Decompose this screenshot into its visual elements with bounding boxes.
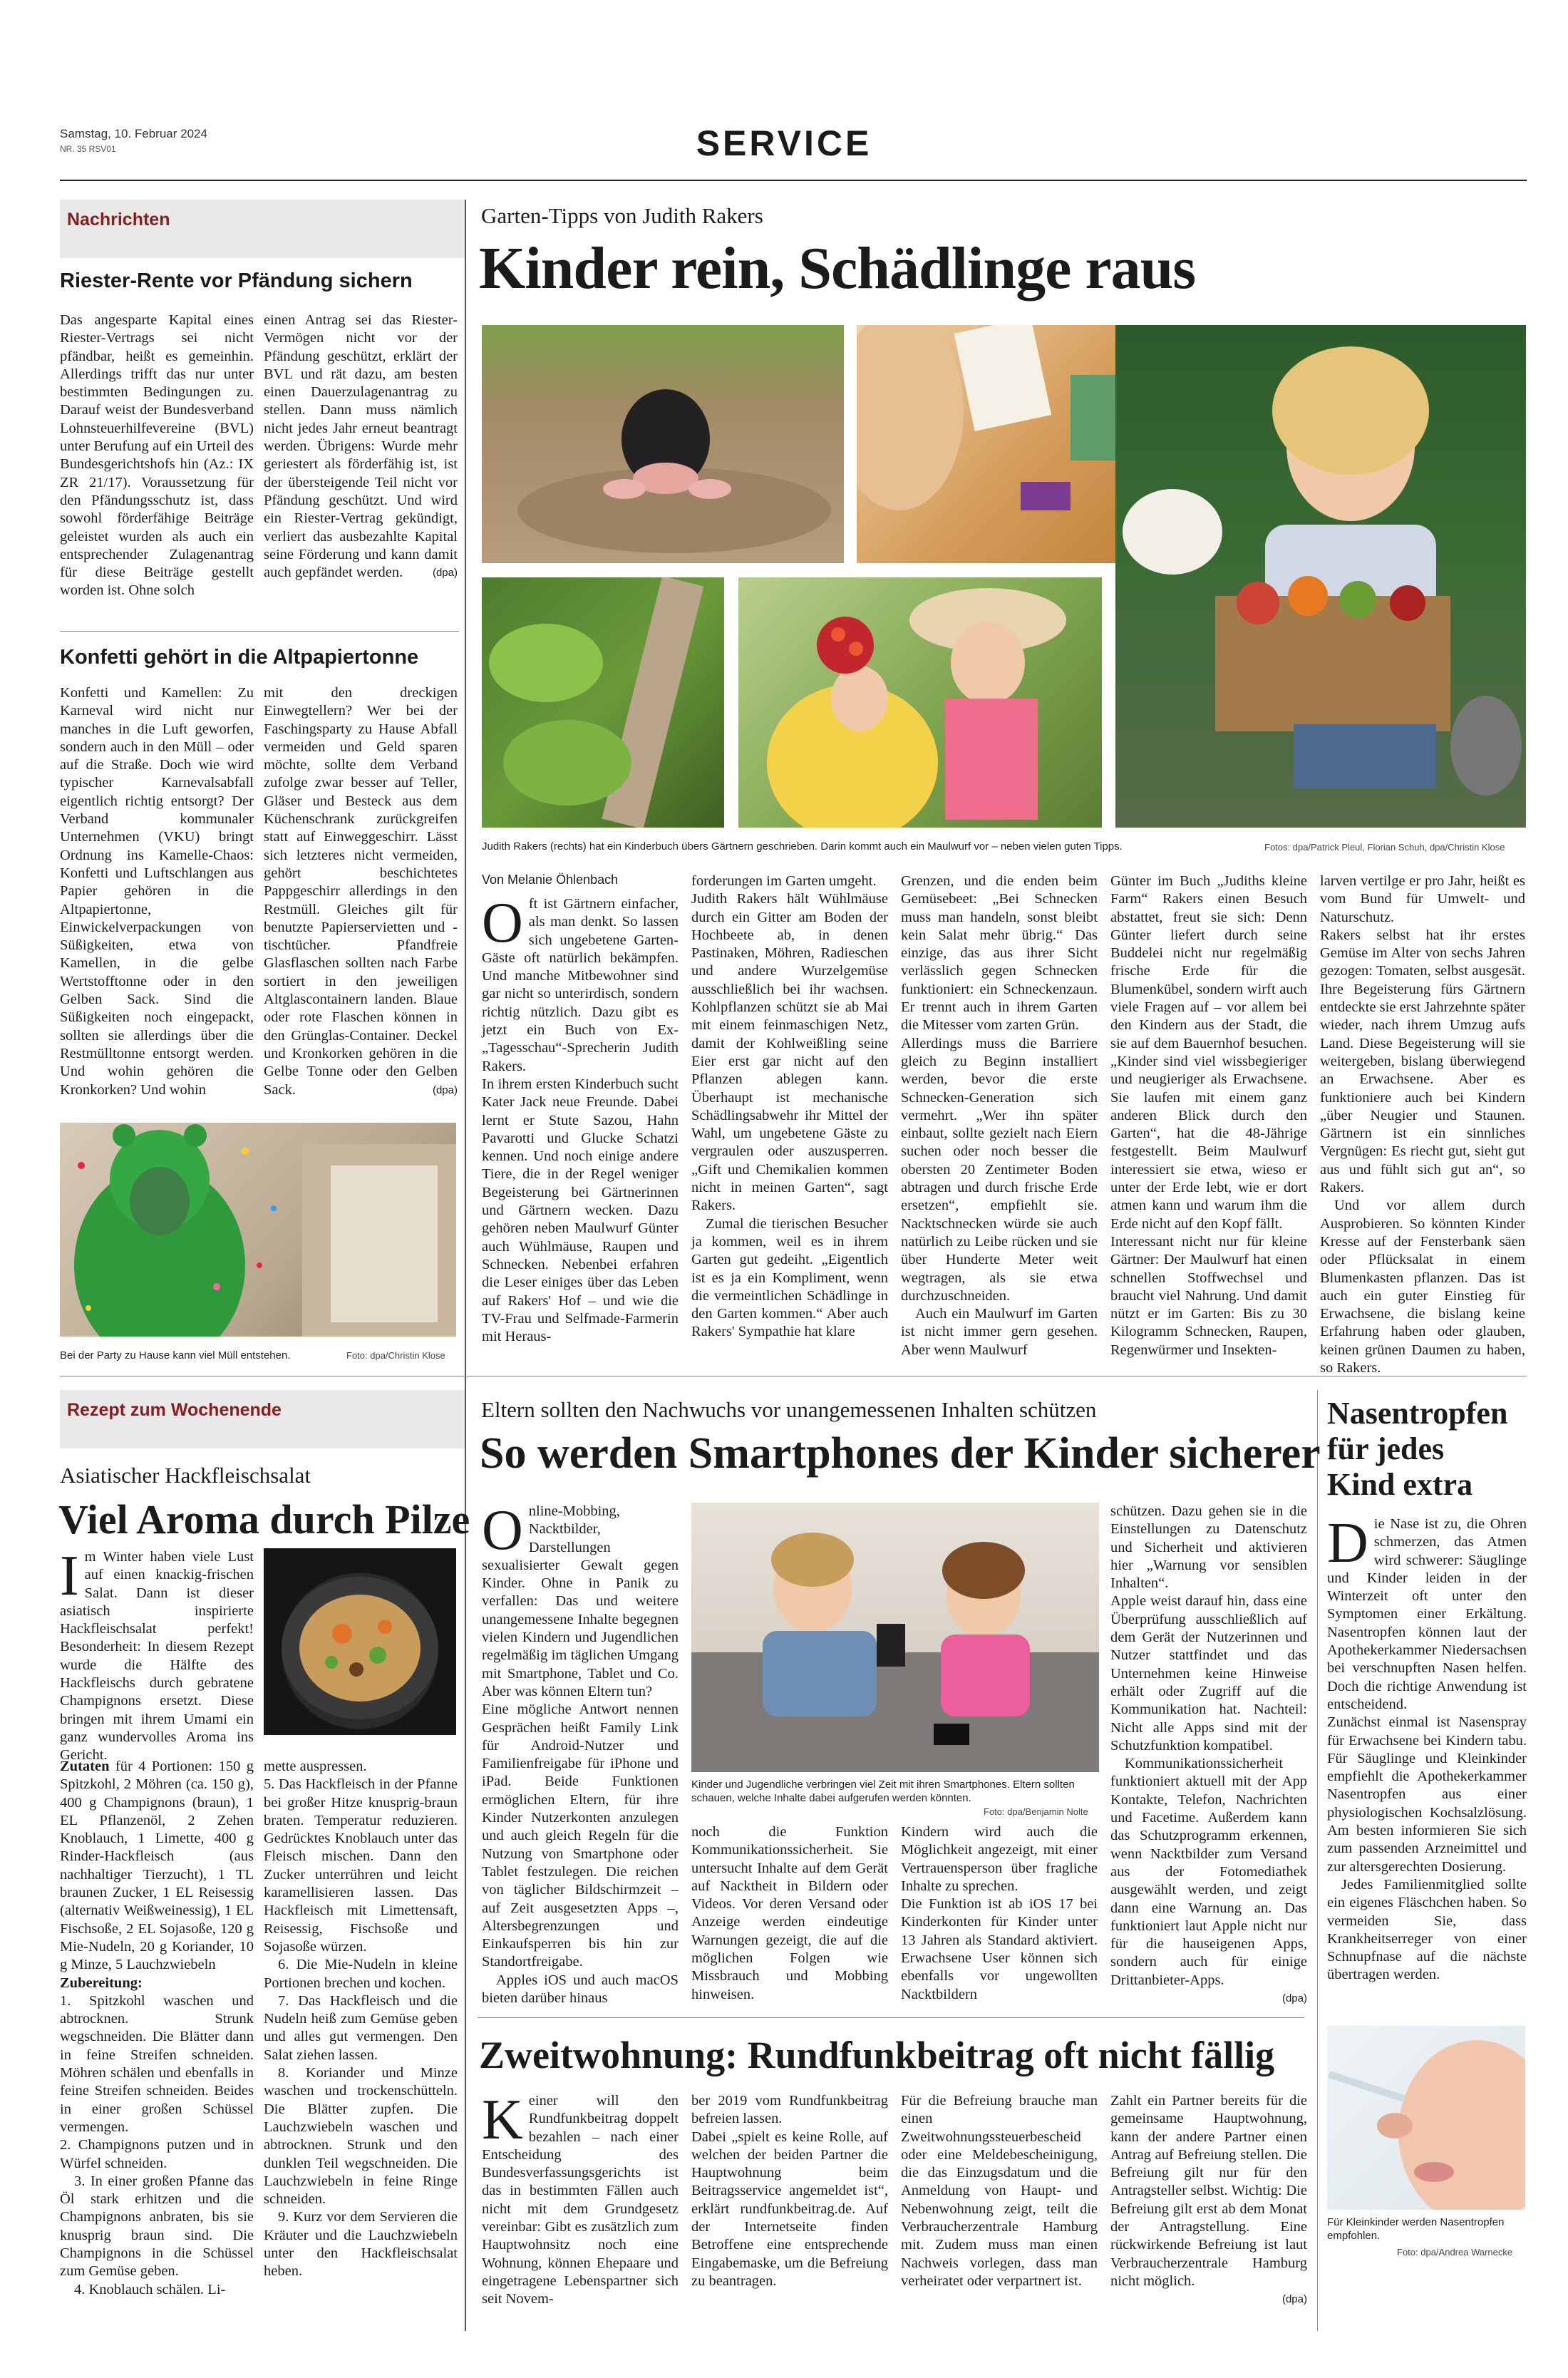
caption-party: Bei der Party zu Hause kann viel Müll entstehen. <box>60 1349 291 1362</box>
paragraph: Zahlt ein Partner bereits für die gemeinsame Hauptwohnung, kann der andere Partner einen Antrag auf Befreiung stellen. Die Befreiung gilt nur für den Antragsteller selbst. Wichtig: Die Befreiung gilt erst ab dem Monat der Antragstellung. Eine rückwirkende Befreiung ist laut Verbraucherzentrale Hamburg nicht möglich. <box>1110 2093 1307 2289</box>
article-konfetti-col2 <box>264 684 458 1099</box>
recipe-steps-col2-text <box>264 1758 458 2281</box>
drop-cap: O <box>482 892 523 954</box>
article-phone-col3-text <box>901 1823 1098 2004</box>
paragraph: schützen. Dazu gehen sie in die Einstellungen zu Datenschutz und Sicherheit und aktivieren hier „Warnung vor sensiblen Inhalten“. <box>1110 1503 1307 1592</box>
ingredients-label: Zutaten <box>60 1759 110 1774</box>
paragraph: 9. Kurz vor dem Servieren die Kräuter und die Lauchzwiebeln unter den Hackfleischsalat heben. <box>264 2209 458 2280</box>
article-nose-text <box>1327 1512 1527 1985</box>
article-garden-col2 <box>691 873 888 1342</box>
recipe-intro-text: m Winter haben viele Lust auf einen knackig-frischen Salat. Dann ist dieser asiatisch inspirierte Hackfleischsalat perfekt! Besonderheit: In diesem Rezept wurde die Hälfte des Hackfleischs durch gebratene Champignons ersetzt. Diese bringen mit ihrem Umami ein ganz wundervolles Aroma ins Gericht. <box>60 1549 254 1764</box>
photo-raised-bed <box>482 577 724 828</box>
paragraph: 8. Koriander und Minze waschen und trockenschütteln. Die Blätter zupfen. Die Lauchzwiebeln waschen und abtrocknen. Strunk und den dunklen Teil wegschneiden. Die Lauchzwiebeln in feine Ringe schneiden. <box>264 2065 458 2208</box>
headline-riester: Riester-Rente vor Pfändung sichern <box>60 269 413 292</box>
paragraph: Grenzen, und die enden beim Gemüsebeet: „Bei Schnecken muss man handeln, sonst bleibt kein Salat mehr übrig.“ Das einzige, das aus ihrer Sicht verlässlich gegen Schnecken funktioniert: ein Schneckenzaun. Er trennt auch in ihrem Garten die Mitesser vom zarten Grün. <box>901 873 1098 1034</box>
ressort-recipe: Rezept zum Wochenende <box>60 1390 465 1448</box>
headline-garden: Kinder rein, Schädlinge raus <box>479 235 1196 302</box>
paragraph: Auch ein Maulwurf im Garten ist nicht immer gern gesehen. Aber wenn Maulwurf <box>901 1306 1098 1358</box>
article-riester-col1: Das angesparte Kapital eines Riester-Vertrags sei nicht pfändbar, heißt es gemeinhin. Allerdings trifft das nur unter bestimmten Bedingungen zu. Darauf weist der Bundesverband Lohnsteuerhilfevereine (BVL) unter Berufung auf ein Urteil des Bundesgerichtshofs hin (Az.: IX ZR 21/17). Voraussetzung für den Pfändungsschutz ist, dass sowohl förderfähige Beiträge geleistet wurden als auch ein entsprechender Zulagenantrag für diese Beiträge gestellt worden ist. Ohne solch <box>60 312 254 599</box>
paragraph: ie Nase ist zu, die Ohren schmerzen, das Atmen wird schwerer: Säuglinge und Kinder leiden in der Winterzeit oft unter den Symptomen einer Erkältung. Nasentropfen können laut der Apothekerkammer Niedersachsen bei verschnupften Nasen helfen. Doch die richtige Anwendung ist entscheidend. <box>1327 1516 1527 1712</box>
article-radio-col1-text: einer will den Rundfunkbeitrag doppelt bezahlen – nach einer Entscheidung des Bundesverfassungsgerichts ist das in bestimmten Fällen auch nicht mit dem Grundgesetz vereinbar: Gibt es zusätzlich zum Hauptwohnsitz noch eine Wohnung, können Ehepaare und eingetragene Lebenspartner sich seit Novem- <box>482 2093 679 2307</box>
paragraph: Judith Rakers hält Wühlmäuse durch ein Gitter am Boden der Hochbeete ab, in denen Pastinaken, Möhren, Radieschen und andere Wurzelgemüse ausschließlich bei ihr wachsen. Kohlpflanzen schützt sie ab Mai mit einem feinmaschigen Netz, damit der Kohlweißling seine Eier erst gar nicht auf den Pflanzen ablegen kann. Überhaupt ist mechanische Schädlingsabwehr ihr Mittel der Wahl, um ungebetene Gäste zu vergraulen oder auszusperren. „Gift und Chemikalien kommen nicht in meinen Garten“, sagt Rakers. <box>691 891 888 1214</box>
paragraph: Rakers selbst hat ihr erstes Gemüse im Alter von sechs Jahren gezogen: Tomaten, selbst ausgesät. Ihre Begeisterung fürs Gärtnern entdeckte sie erst Jahrzehnte später wieder, nach ihrem Umzug aufs Land. Diese Begeisterung will sie weitergeben, bislang überwiegend an Erwachsene. Aber es funktioniere auch bei Kindern „über Neugier und Staunen. Gärtnern ist ein sinnliches Vergnügen: Es riecht gut, sieht gut aus und fühlt sich gut an“, so Rakers. <box>1320 927 1526 1196</box>
caption-phone: Kinder und Jugendliche verbringen viel Zeit mit ihren Smartphones. Eltern sollten schauen, welche Inhalte dabei aufgerufen werden könnten. <box>691 1779 1075 1804</box>
issue-date: Samstag, 10. Februar 2024 <box>60 127 207 140</box>
photo-mole <box>482 325 844 563</box>
article-phone-col4 <box>1110 1503 1307 2007</box>
paragraph: noch die Funktion Kommunikationssicherheit. Sie untersucht Inhalte auf dem Gerät auf Nacktheit in Bildern oder Videos. Vor deren Versand oder Anzeige werden eindeutige Warnungen gezeigt, die auf die möglichen Folgen wie Missbrauch und Mobbing hinweisen. <box>691 1824 888 2002</box>
recipe-steps-col1 <box>60 1992 254 2299</box>
section-divider <box>60 631 459 632</box>
paragraph: Apples iOS und auch macOS bieten darüber hinaus <box>482 1972 679 2007</box>
paragraph: Kindern wird auch die Möglichkeit angezeigt, mit einer Vertrauensperson über fragliche Inhalte zu sprechen. <box>901 1824 1098 1894</box>
ressort-news: Nachrichten <box>60 200 465 258</box>
masthead-rule <box>60 180 1527 181</box>
article-nose <box>1327 1512 1527 1985</box>
article-radio-col4 <box>1110 2092 1307 2309</box>
article-phone-col4-text <box>1110 1503 1307 1990</box>
article-radio-col3-text <box>901 2092 1098 2290</box>
paragraph: In ihrem ersten Kinderbuch sucht Kater Jack neue Freunde. Dabei lernt er Stute Sazou, Hahn Pavarotti und Glucke Schatzi kennen. Und noch einige andere Tiere, die in der Regel weniger Begeisterung bei Gärtnerinnen und Gärtnern wecken. Dazu gehören neben Maulwurf Günter auch Wühlmäuse, Raupen und Schnecken. Nebenbei erfahren die Leser einiges über das Leben auf Rakers' Hof – und wie die TV-Frau und Selfmade-Farmerin mit Heraus- <box>482 1076 679 1345</box>
photo-salad-dish <box>264 1548 456 1735</box>
headline-nose-line3: Kind extra <box>1327 1467 1473 1502</box>
paragraph: 7. Das Hackfleisch und die Nudeln heiß zum Gemüse geben und alles gut vermengen. Den Salat ziehen lassen. <box>264 1992 458 2063</box>
preparation-label: Zubereitung: <box>60 1975 143 1991</box>
headline-recipe: Viel Aroma durch Pilze <box>58 1496 470 1543</box>
paragraph: Kommunikationssicherheit funktioniert aktuell mit der App Kontakte, Telefon, Nachrichten und Facetime. Außerdem kann das Schutzprogramm erkennen, wenn Nacktbilder zum Versand aus der Fotomediathek ausgewählt werden, und zeigt dann eine Warnung an. Das funktioniert laut Apple nicht nur für die hauseigenen Apps, sondern auch für einige Drittanbieter-Apps. <box>1110 1756 1307 1988</box>
drop-cap: D <box>1327 1512 1368 1575</box>
article-garden-col4 <box>1110 873 1307 1359</box>
paragraph: Zunächst einmal ist Nasenspray für Erwachsene bei Kindern tabu. Für Säuglinge und Kleinkinder empfiehlt die Apothekerkammer Nasentropfen aus einer physiologischen Kochsalzlösung. Am besten informieren Sie sich zum passenden Arzneimittel und zur altersgerechten Dosierung. <box>1327 1714 1527 1875</box>
article-phone-col2 <box>691 1823 888 2004</box>
article-konfetti-col1: Konfetti und Kamellen: Zu Karneval wird nicht nur manches in die Luft geworfen, sondern auch in den Müll – oder auf die Straße. Doch wie wird typischer Karnevalsabfall eigentlich richtig entsorgt? Der Verband kommunaler Unternehmen (VKU) bringt Ordnung ins Kamelle-Chaos: Konfetti und Luftschlangen aus Papier gehören in die Altpapiertonne, Einwickelverpackungen von Süßigkeiten, etwa von Kamellen, in die gelbe Wertstofftonne oder in den Gelben Sack. Sind die Süßigkeiten noch eingepackt, sollten sie allerdings über die Restmülltonne entsorgt werden. Und wohin gehören die Kronkorken? Und wohin <box>60 685 254 1098</box>
headline-konfetti: Konfetti gehört in die Altpapiertonne <box>60 646 419 669</box>
photo-children-smartphones <box>691 1503 1099 1772</box>
headline-nose <box>1327 1396 1527 1503</box>
paragraph: Apple weist darauf hin, dass eine Überprüfung ausschließlich auf dem Gerät der Nutzerinnen und Nutzer stattfindet und das Unternehmen keine Hinweise erhält oder Zugriff auf die Kommunikation hat. Nachteil: Nicht alle Apps sind mit der Schutzfunktion kompatibel. <box>1110 1593 1307 1754</box>
recipe-steps-col2 <box>264 1758 458 2281</box>
byline-dpa: (dpa) <box>432 1084 458 1096</box>
photo-child-drawing <box>857 325 1145 563</box>
photo-judith-rakers <box>1115 325 1526 828</box>
section-title: SERVICE <box>696 123 872 163</box>
paragraph: Für die Befreiung brauche man einen Zweitwohnungssteuerbescheid oder eine Meldebescheinigung, die das Einzugsdatum und die Anmeldung von Haupt- und Nebenwohnung zeigt, teilt die Verbraucherzentrale Hamburg mit. Zudem muss man einen Nachweis vorlegen, dass man verheiratet oder verpartnert ist. <box>901 2093 1098 2289</box>
photo-party-child <box>60 1123 456 1337</box>
paragraph: mette auspressen. <box>264 1759 367 1774</box>
paragraph: Dabei „spielt es keine Rolle, auf welchen der beiden Partner die Hauptwohnung beim Beitragsservice angemeldet ist“, erklärt rundfunkbeitrag.de. Auf der Internetseite finden Betroffene eine entsprechende Eingabemaske, um die Befreiung zu beantragen. <box>691 2129 888 2289</box>
article-garden-col5 <box>1320 873 1525 1377</box>
paragraph: forderungen im Garten umgeht. <box>691 873 877 889</box>
drop-cap: I <box>60 1545 79 1607</box>
section-divider <box>478 2017 1304 2018</box>
paragraph: larven vertilge er pro Jahr, heißt es vom Bund für Umwelt- und Naturschutz. <box>1320 873 1525 925</box>
ingredients-text: für 4 Portionen: 150 g Spitzkohl, 2 Möhren (ca. 150 g), 400 g Champignons (braun), 1 EL Pflanzenöl, 2 Zehen Knoblauch, 1 Limette, 400 g Rinder-Hackfleisch (aus nachhaltiger Tierzucht), 1 TL braunen Zucker, 1 EL Reisessig (alternativ Weißweinessig), 1 EL Fischsoße, 2 EL Sojasoße, 120 g Mie-Nudeln, 20 g Koriander, 10 g Minze, 5 Lauchzwiebeln <box>60 1759 254 1973</box>
column-divider <box>1317 1390 1318 2331</box>
article-radio-col4-text <box>1110 2092 1307 2290</box>
headline-radio: Zweitwohnung: Rundfunkbeitrag oft nicht fällig <box>479 2034 1275 2076</box>
paragraph: Interessant nicht nur für kleine Gärtner: Der Maulwurf hat einen schnellen Stoffwechsel und braucht viel Nahrung. Und damit nützt er im Garten: Bis zu 30 Kilogramm Schnecken, Raupen, Regenwürmer und Insekten- <box>1110 1233 1307 1358</box>
recipe-ingredients <box>60 1758 254 2299</box>
article-radio-col2-text <box>691 2092 888 2290</box>
paragraph: 4. Knoblauch schälen. Li- <box>74 2281 226 2297</box>
photo-nose-drops <box>1327 2026 1525 2210</box>
paragraph: Die Funktion ist ab iOS 17 bei Kinderkonten für Kinder unter 13 Jahren als Standard aktiviert. Erwachsene User können sich ebenfalls vor ungewollten Nacktbildern <box>901 1896 1098 2002</box>
headline-phone: So werden Smartphones der Kinder sicherer <box>480 1429 1321 1478</box>
credit-nose: Foto: dpa/Andrea Warnecke <box>1397 2247 1513 2258</box>
credit-garden: Fotos: dpa/Patrick Pleul, Florian Schuh, dpa/Christin Klose <box>1264 842 1505 853</box>
paragraph: 3. In einer großen Pfanne das Öl stark erhitzen und die Champignons anbraten, bis sie knusprig braun sind. Die Champignons in die Schüssel zum Gemüse geben. <box>60 2173 254 2280</box>
article-garden-col5-text <box>1320 873 1525 1377</box>
article-phone-col1 <box>482 1499 679 2007</box>
kicker-recipe: Asiatischer Hackfleischsalat <box>60 1463 311 1488</box>
article-konfetti-col2-text: mit den dreckigen Einwegtellern? Wer bei der Faschingsparty zu Hause Abfall vermeiden und Geld sparen möchte, sollte dem Verband zufolge zwar besser auf Teller, Gläser und Besteck aus dem Küchenschrank zurückgreifen statt auf Einweggeschirr. Lässt sich letzteres nicht vermeiden, gehört beschichtetes Pappgeschirr allerdings in den Restmüll. Gleiches gilt für benutzte Papierservietten und -tischtücher. Pfandfreie Glasflaschen sollten nach Farbe sortiert in den jeweiligen Altglascontainern landen. Blaue oder rote Flaschen können in den Grünglas-Container. Deckel und Kronkorken gehören in die Gelbe Tonne oder den Gelben Sack. <box>264 685 458 1098</box>
article-garden-col3-text <box>901 873 1098 1359</box>
paragraph: nline-Mobbing, Nacktbilder, Darstellungen sexualisierter Gewalt gegen Kinder. Ohne in Panik zu verfallen: Das und weitere unangemessene Inhalte begegnen vielen Kindern und Jugendlichen regelmäßig im täglichen Umgang mit Smartphone, Tablet und Co. Aber was können Eltern tun? <box>482 1503 679 1699</box>
paragraph: Allerdings muss die Barriere gleich zu Beginn installiert werden, bevor die erste Schnecken-Generation sich vermehrt. „Wer ihn später einbaut, sollte gezielt nach Eiern suchen oder noch besser die obersten 20 Zentimeter Boden abtragen und durch frische Erde ersetzen“, empfiehlt sie. Nacktschnecken würde sie auch natürlich zu Leibe rücken und sie über Hunderte Meter weit wegtragen, als sie etwa durchzuschneiden. <box>901 1035 1098 1304</box>
credit-phone: Foto: dpa/Benjamin Nolte <box>984 1806 1088 1817</box>
byline-author: Von Melanie Öhlenbach <box>482 873 619 887</box>
article-garden-col1-text <box>482 892 679 1346</box>
paragraph: 5. Das Hackfleisch in der Pfanne bei großer Hitze knusprig-braun braten. Temperatur reduzieren. Gedrücktes Knoblauch unter das Fleisch mischen. Dann den Zucker unterrühren und leicht karamellisieren lassen. Das Hackfleisch mit Limettensaft, Reisessig, Fischsoße und Sojasoße würzen. <box>264 1776 458 1955</box>
article-garden-col3 <box>901 873 1098 1359</box>
article-garden-col1 <box>482 892 679 1346</box>
caption-garden: Judith Rakers (rechts) hat ein Kinderbuch übers Gärtnern geschrieben. Darin kommt auch ein Maulwurf vor – neben vielen guten Tipps. <box>482 840 1123 853</box>
paragraph: Zumal die tierischen Besucher ja kommen, weil es in ihrem Garten gut gedeiht. „Eigentlich ist es ja ein Kompliment, wenn die vermeintlichen Schädlinge in den Garten kommen.“ Aber auch Rakers' Sympathie hat klare <box>691 1215 888 1340</box>
byline-dpa: (dpa) <box>432 567 458 580</box>
recipe-intro <box>60 1545 254 1765</box>
credit-party: Foto: dpa/Christin Klose <box>346 1350 445 1361</box>
drop-cap: K <box>482 2089 523 2151</box>
kicker-phone: Eltern sollten den Nachwuchs vor unangemessenen Inhalten schützen <box>481 1397 1097 1422</box>
article-radio-col1 <box>482 2089 679 2309</box>
drop-cap: O <box>482 1499 523 1562</box>
article-riester-col2-text: einen Antrag sei das Riester-Vermögen nicht vor der Pfändung geschützt, erklärt der BVL und rät dazu, am besten einen Dauerzulagenantrag zu stellen. Dann muss nämlich nicht jedes Jahr erneut beantragt werden. Übrigens: Wurde mehr geriestert als förderfähig ist, ist der übersteigende Teil nicht vor Pfändung geschützt. Und wird ein Riester-Vertrag gekündigt, verliert das ausbezahlte Kapital seine Förderung und kann damit auch gepfändet werden. <box>264 312 458 581</box>
article-phone-col2-text <box>691 1823 888 2004</box>
paragraph: ft ist Gärtnern einfacher, als man denkt. So lassen sich ungebetene Garten-Gäste oft natürlich bekämpfen. Und manche Mitbewohner sind gar nicht so unterirdisch, sondern richtig nützlich. Dazu gibt es jetzt ein Buch von Ex-„Tagesschau“-Sprecherin Judith Rakers. <box>482 896 679 1074</box>
article-riester-col2 <box>264 312 458 582</box>
article-garden-col4-text <box>1110 873 1307 1359</box>
paragraph: Und vor allem durch Ausprobieren. So könnten Kinder Kresse auf der Fensterbank säen oder Pflücksalat in einem Blumenkasten pflanzen. Das ist auch ein guter Einstieg für Erwachsene, die bislang keine Erfahrung haben oder glauben, keinen grünen Daumen zu haben, so Rakers. <box>1320 1198 1525 1376</box>
kicker-garden: Garten-Tipps von Judith Rakers <box>481 203 763 228</box>
byline-dpa: (dpa) <box>1281 1992 1307 2005</box>
paragraph: Günter im Buch „Judiths kleine Farm“ Rakers einen Besuch abstattet, freut sie sich: Denn Günter liefert durch seine Buddelei nicht nur regelmäßig frische Erde für die Blumenkübel, sondern wirft auch viele Fragen auf – vor allem bei den Kindern aus der Stadt, die sie auf dem Bauernhof besuchen. „Kinder sind viel wissbegieriger und neugieriger als Erwachsene. Sie laufen mit einem ganz anderen Blick durch den Garten“, hat die 48-Jährige festgestellt. Beim Maulwurf interessiert sie etwa, wieso er unter der Erde lebt, wie er dort atmen kann und warum ihm die Erde nicht auf den Kopf fällt. <box>1110 873 1307 1232</box>
paragraph: Jedes Familienmitglied sollte ein eigenes Fläschchen haben. So vermeiden Sie, dass Krankheitserreger von einer Schnupfnase auf die nächste übertragen werden. <box>1327 1876 1527 1983</box>
article-radio-col3 <box>901 2092 1098 2290</box>
caption-nose: Für Kleinkinder werden Nasentropfen empfohlen. <box>1327 2216 1505 2242</box>
headline-nose-line1: Nasentropfen <box>1327 1396 1508 1431</box>
photo-girl-strawberries <box>738 577 1102 828</box>
paragraph: ber 2019 vom Rundfunkbeitrag befreien lassen. <box>691 2093 888 2127</box>
issue-edition: NR. 35 RSV01 <box>60 144 116 154</box>
article-phone-col3 <box>901 1823 1098 2004</box>
paragraph: Eine mögliche Antwort nennen Gesprächen heißt Family Link für Android-Nutzer und Familienfreigabe für iPhone und iPad. Beide Funktionen ermöglichen Eltern, für ihre Kinder Nutzerkonten anzulegen und auch gleich Regeln für die Nutzung von Smartphone oder Tablet festzulegen. Die reichen von täglicher Bildschirmzeit – auf Zeit ausgesetzten Apps –, Altersbegrenzungen und Einkaufsperren bis hin zur Standortfreigabe. <box>482 1702 679 1970</box>
article-garden-col2-text <box>691 873 888 1342</box>
paragraph: 1. Spitzkohl waschen und abtrocknen. Strunk wegschneiden. Die Blätter dann in feine Streifen schneiden. Möhren schälen und ebenfalls in feine Streifen schneiden. Beides in einer großen Schüssel vermengen. <box>60 1992 254 2135</box>
byline-dpa: (dpa) <box>1281 2293 1307 2306</box>
headline-nose-line2: für jedes <box>1327 1431 1445 1466</box>
column-divider <box>465 200 466 2331</box>
paragraph: 6. Die Mie-Nudeln in kleine Portionen brechen und kochen. <box>264 1957 458 1991</box>
article-phone-col1-text <box>482 1499 679 2007</box>
article-radio-col2 <box>691 2092 888 2290</box>
paragraph: 2. Champignons putzen und in Würfel schneiden. <box>60 2137 254 2171</box>
